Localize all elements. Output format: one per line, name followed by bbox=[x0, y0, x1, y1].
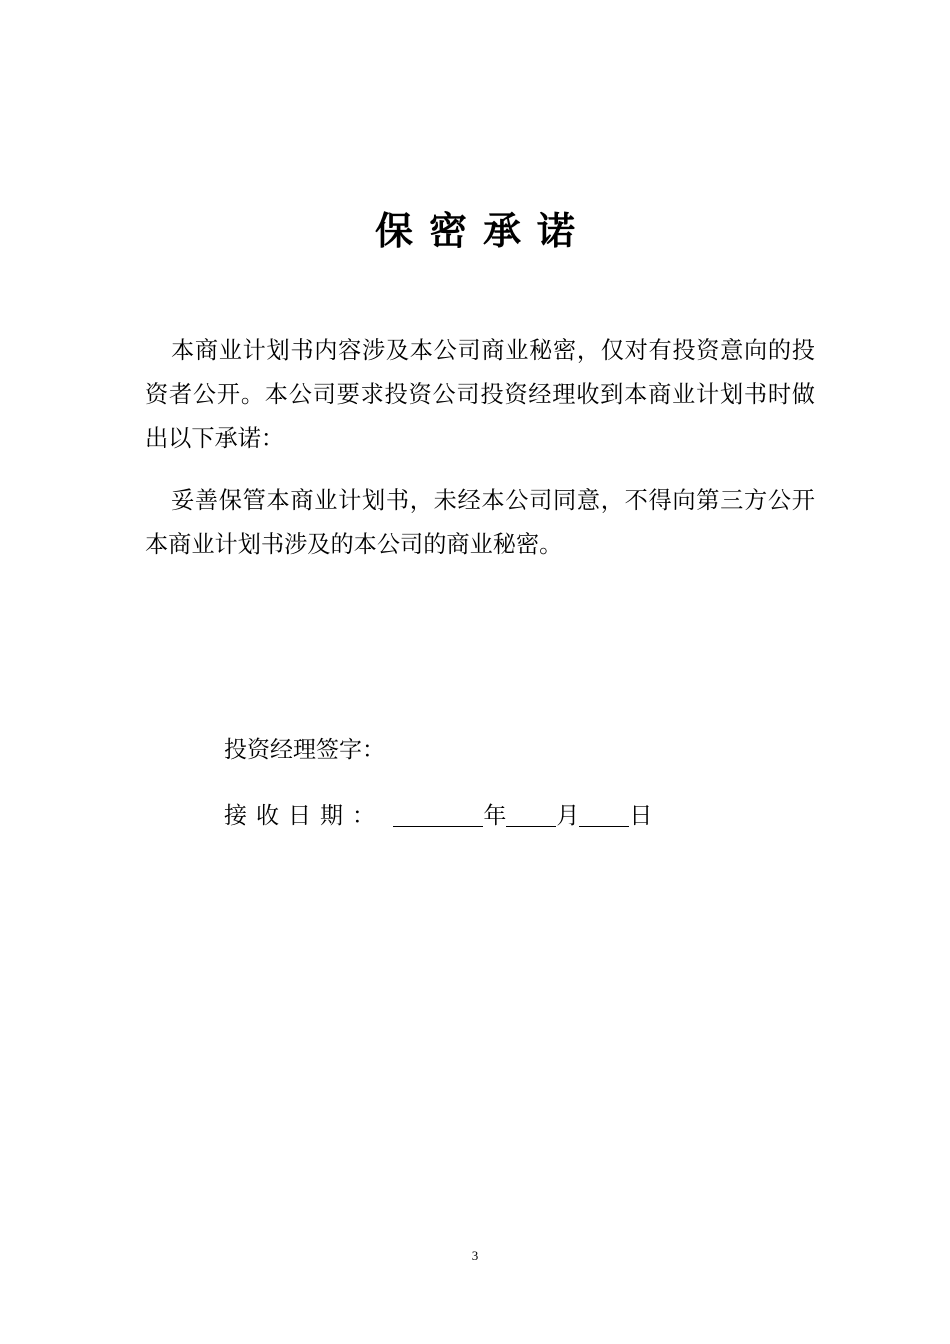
month-unit: 月 bbox=[556, 803, 580, 829]
year-unit: 年 bbox=[483, 803, 507, 829]
receipt-date-line bbox=[224, 799, 652, 833]
month-blank[interactable] bbox=[506, 804, 556, 827]
year-blank[interactable] bbox=[393, 804, 483, 827]
day-blank[interactable] bbox=[579, 804, 629, 827]
page-number: 3 bbox=[471, 1248, 479, 1263]
receipt-date-label: 接收日期： bbox=[224, 803, 384, 829]
day-unit: 日 bbox=[629, 803, 653, 829]
signature-line bbox=[224, 733, 385, 767]
signature-label: 投资经理签字： bbox=[224, 737, 385, 763]
page-title: 保密承诺 bbox=[374, 209, 591, 253]
confidentiality-paragraph: 本商业计划书内容涉及本公司商业秘密，仅对有投资意向的投资者公开。本公司要求投资公司投资经理收到本商业计划书时做出以下承诺： bbox=[145, 337, 815, 452]
commitment-paragraph: 妥善保管本商业计划书，未经本公司同意，不得向第三方公开本商业计划书涉及的本公司的商业秘密。 bbox=[145, 487, 815, 558]
